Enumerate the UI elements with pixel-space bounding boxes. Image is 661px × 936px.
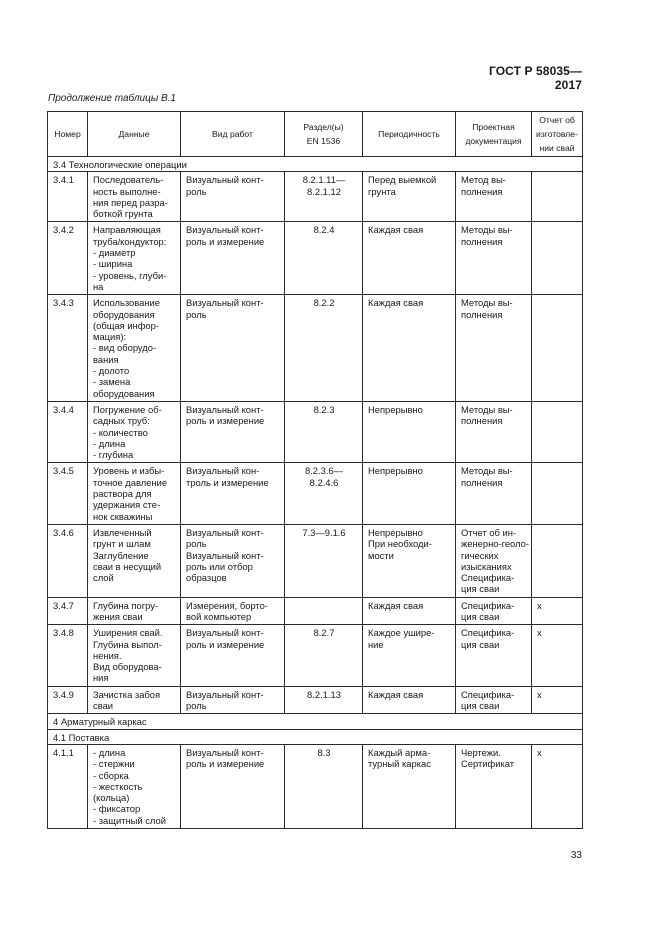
cell-text-line: вой компьютер — [186, 610, 252, 622]
header-text-line: Периодичность — [378, 129, 440, 139]
cell-text-line: 3.4.6 — [53, 526, 74, 538]
cell-text-line: x — [537, 746, 542, 758]
inspection-table — [47, 111, 583, 829]
cell-text-line: Визуальный конт- — [186, 297, 264, 309]
cell-periodicity — [363, 625, 456, 686]
cell-section — [285, 401, 363, 462]
cell-text-line: - жесткость — [93, 780, 143, 792]
cell-number — [48, 401, 88, 462]
cell-text-line: изысканиях — [461, 560, 512, 572]
cell-text-line: - фиксатор — [93, 803, 141, 815]
cell-text-line: Каждая свая — [368, 224, 424, 236]
cell-pile-report — [532, 597, 583, 625]
cell-text-line: мости — [368, 549, 394, 561]
cell-text-line: Непрерывно — [368, 465, 423, 477]
cell-text-line: роль — [186, 700, 207, 712]
cell-text-line: Методы вы- — [461, 297, 513, 309]
cell-work-type — [181, 222, 285, 295]
section-row — [48, 729, 583, 744]
table-header-row — [48, 112, 583, 157]
cell-text-line: садных труб: — [93, 415, 150, 427]
cell-text-line: роль и измерение — [186, 235, 265, 247]
cell-text-line: - диаметр — [93, 247, 136, 259]
cell-pile-report — [532, 686, 583, 714]
cell-text-line: женерно-геоло- — [461, 538, 529, 550]
cell-text-line: 3.4.4 — [53, 403, 74, 415]
cell-text-line: Использование — [93, 297, 160, 309]
cell-text-line: Визуальный конт- — [186, 549, 264, 561]
cell-text-line: Глубина выпол- — [93, 638, 162, 650]
cell-data — [88, 625, 181, 686]
header-text-line: Отчет об — [539, 115, 575, 125]
cell-text-line: Извлеченный — [93, 526, 152, 538]
col-number-header — [48, 112, 88, 157]
cell-text-line: троль и измерение — [186, 476, 269, 488]
cell-text-line: мация): — [93, 331, 127, 343]
header-text-line: нии свай — [539, 143, 575, 153]
cell-text-line: 8.2.7 — [313, 627, 335, 639]
cell-text-line: Перед выемкой — [368, 174, 437, 186]
cell-text-line: сваи — [93, 700, 114, 712]
cell-text-line: грунта — [368, 185, 396, 197]
cell-periodicity — [363, 524, 456, 597]
cell-section — [285, 524, 363, 597]
table-row — [48, 744, 583, 828]
table-row — [48, 625, 583, 686]
cell-text-line: роль — [186, 308, 207, 320]
cell-number — [48, 172, 88, 222]
cell-text-line: - замена — [93, 376, 131, 388]
cell-text-line: Уширения свай. — [93, 627, 163, 639]
cell-text-line: ция сваи — [461, 700, 500, 712]
table-row — [48, 222, 583, 295]
cell-periodicity — [363, 463, 456, 524]
cell-text-line: вания — [93, 353, 119, 365]
cell-text-line: Сертификат — [461, 758, 515, 770]
cell-text-line: Чертежи. — [461, 746, 501, 758]
cell-work-type — [181, 524, 285, 597]
cell-text-line: 8.2.4 — [313, 224, 335, 236]
cell-text-line: 3.4.2 — [53, 224, 74, 236]
header-text-line: изготовле- — [536, 129, 578, 139]
cell-text-line: полнения — [461, 235, 503, 247]
cell-text-line: - длина — [93, 437, 126, 449]
cell-text-line: Специфика- — [461, 627, 515, 639]
cell-pile-report — [532, 295, 583, 402]
cell-text-line: Каждая свая — [368, 599, 424, 611]
cell-data — [88, 172, 181, 222]
cell-periodicity — [363, 222, 456, 295]
cell-text-line: 7.3—9.1.6 — [302, 526, 346, 538]
cell-text-line: x — [537, 627, 542, 639]
cell-text-line: 3.4.7 — [53, 599, 74, 611]
cell-text-line: Каждая свая — [368, 297, 424, 309]
cell-text-line: сваи в несущий — [93, 560, 162, 572]
col-work-type-header — [181, 112, 285, 157]
header-text-line: Данные — [118, 129, 150, 139]
cell-text-line: полнения — [461, 308, 503, 320]
cell-number — [48, 597, 88, 625]
col-design-docs-header — [456, 112, 532, 157]
cell-text-line: ния — [93, 672, 109, 684]
table-row — [48, 597, 583, 625]
cell-text-line: Специфика- — [461, 599, 515, 611]
table-caption: Продолжение таблицы В.1 — [48, 93, 176, 104]
cell-section — [285, 597, 363, 625]
col-pile-report-header — [532, 112, 583, 157]
cell-text-line: Измерения, борто- — [186, 599, 268, 611]
cell-data — [88, 524, 181, 597]
cell-pile-report — [532, 744, 583, 828]
cell-text-line: - защитный слой — [93, 814, 166, 826]
cell-text-line: нок скважины — [93, 510, 153, 522]
cell-periodicity — [363, 597, 456, 625]
cell-text-line: оборудования — [93, 308, 155, 320]
page-number: 33 — [570, 850, 582, 861]
cell-text-line: - длина — [93, 746, 126, 758]
cell-text-line: 8.2.4.6 — [309, 476, 339, 488]
section-row — [48, 714, 583, 729]
cell-data — [88, 597, 181, 625]
cell-text-line: роль или отбор — [186, 560, 253, 572]
cell-work-type — [181, 463, 285, 524]
standard-designation: ГОСТ Р 58035—2017 — [488, 64, 582, 92]
cell-work-type — [181, 744, 285, 828]
cell-design-docs — [456, 524, 532, 597]
section-title: 3.4 Технологические операции — [48, 157, 583, 172]
header-text-line: EN 1536 — [306, 136, 341, 146]
cell-periodicity — [363, 401, 456, 462]
cell-text-line: 8.2.2 — [313, 297, 335, 309]
cell-text-line: 3.4.5 — [53, 465, 74, 477]
section-row — [48, 157, 583, 172]
cell-periodicity — [363, 172, 456, 222]
cell-text-line: (общая инфор- — [93, 319, 159, 331]
section-title: 4 Арматурный каркас — [48, 714, 583, 729]
cell-text-line: 8.2.1.12 — [307, 185, 341, 197]
cell-text-line: нения. — [93, 649, 122, 661]
cell-text-line: Каждый арма- — [368, 746, 431, 758]
cell-text-line: раствора для — [93, 488, 152, 500]
cell-text-line: 8.2.1.11— — [302, 174, 346, 186]
cell-work-type — [181, 625, 285, 686]
cell-text-line: - уровень, глуби- — [93, 269, 167, 281]
cell-design-docs — [456, 295, 532, 402]
table-row — [48, 172, 583, 222]
cell-text-line: ность выполне- — [93, 185, 161, 197]
cell-text-line: Визуальный конт- — [186, 403, 264, 415]
cell-text-line: ция сваи — [461, 638, 500, 650]
cell-text-line: ние — [368, 638, 384, 650]
cell-design-docs — [456, 625, 532, 686]
cell-text-line: 8.3 — [317, 746, 331, 758]
cell-data — [88, 222, 181, 295]
cell-data — [88, 686, 181, 714]
cell-number — [48, 295, 88, 402]
cell-pile-report — [532, 463, 583, 524]
cell-text-line: - количество — [93, 426, 148, 438]
cell-text-line: ния перед разра- — [93, 196, 168, 208]
cell-text-line: Специфика- — [461, 688, 515, 700]
cell-text-line: - ширина — [93, 258, 133, 270]
cell-text-line: грунт и шлам — [93, 538, 151, 550]
cell-pile-report — [532, 524, 583, 597]
cell-text-line: Отчет об ин- — [461, 526, 516, 538]
cell-text-line: Визуальный конт- — [186, 224, 264, 236]
cell-text-line: 8.2.1.13 — [307, 688, 341, 700]
cell-periodicity — [363, 295, 456, 402]
header-text-line: Проектная — [472, 122, 515, 132]
cell-pile-report — [532, 401, 583, 462]
cell-text-line: роль — [186, 538, 207, 550]
cell-text-line: 3.4.9 — [53, 688, 74, 700]
cell-work-type — [181, 172, 285, 222]
cell-text-line: на — [93, 280, 104, 292]
cell-text-line: гических — [461, 549, 499, 561]
cell-text-line: (кольца) — [93, 792, 130, 804]
cell-text-line: Заглубление — [93, 549, 149, 561]
cell-text-line: 3.4.3 — [53, 297, 74, 309]
cell-text-line: x — [537, 599, 542, 611]
cell-design-docs — [456, 172, 532, 222]
cell-text-line: турный каркас — [368, 758, 431, 770]
cell-text-line: При необходи- — [368, 538, 432, 550]
cell-text-line: жения сваи — [93, 610, 143, 622]
cell-text-line: Глубина погру- — [93, 599, 159, 611]
col-periodicity-header — [363, 112, 456, 157]
cell-text-line: ция сваи — [461, 583, 500, 595]
cell-text-line: 3.4.8 — [53, 627, 74, 639]
cell-text-line: Визуальный конт- — [186, 746, 264, 758]
cell-text-line: 8.2.3.6— — [304, 465, 344, 477]
cell-section — [285, 744, 363, 828]
cell-pile-report — [532, 222, 583, 295]
table-row — [48, 686, 583, 714]
cell-design-docs — [456, 686, 532, 714]
cell-text-line: Уровень и избы- — [93, 465, 165, 477]
table-body — [48, 157, 583, 829]
cell-section — [285, 172, 363, 222]
cell-text-line: Визуальный конт- — [186, 688, 264, 700]
cell-pile-report — [532, 172, 583, 222]
cell-text-line: Последователь- — [93, 174, 164, 186]
cell-section — [285, 295, 363, 402]
cell-text-line: - сборка — [93, 769, 129, 781]
cell-text-line: Метод вы- — [461, 174, 506, 186]
header-text-line: Номер — [54, 129, 81, 139]
cell-text-line: Каждое ушире- — [368, 627, 435, 639]
cell-text-line: Зачистка забоя — [93, 688, 161, 700]
cell-work-type — [181, 686, 285, 714]
cell-work-type — [181, 295, 285, 402]
cell-number — [48, 222, 88, 295]
col-section-header — [285, 112, 363, 157]
cell-pile-report — [532, 625, 583, 686]
cell-text-line: Методы вы- — [461, 465, 513, 477]
cell-text-line: труба/кондуктор: — [93, 235, 167, 247]
cell-data — [88, 401, 181, 462]
cell-text-line: Визуальный конт- — [186, 627, 264, 639]
cell-text-line: образцов — [186, 572, 227, 584]
cell-text-line: слой — [93, 572, 114, 584]
cell-text-line: Вид оборудова- — [93, 661, 162, 673]
table-row — [48, 401, 583, 462]
cell-work-type — [181, 597, 285, 625]
table-row — [48, 295, 583, 402]
cell-design-docs — [456, 597, 532, 625]
cell-text-line: полнения — [461, 185, 503, 197]
cell-data — [88, 744, 181, 828]
cell-text-line: роль и измерение — [186, 758, 265, 770]
cell-number — [48, 686, 88, 714]
cell-text-line: - долото — [93, 365, 130, 377]
header-text-line: документация — [465, 136, 522, 146]
cell-design-docs — [456, 222, 532, 295]
cell-data — [88, 295, 181, 402]
cell-text-line: Непрерывно — [368, 526, 423, 538]
cell-text-line: роль и измерение — [186, 638, 265, 650]
cell-text-line: Визуальный конт- — [186, 526, 264, 538]
cell-section — [285, 463, 363, 524]
cell-text-line: Погружение об- — [93, 403, 162, 415]
cell-text-line: - вид оборудо- — [93, 342, 157, 354]
cell-text-line: 4.1.1 — [53, 746, 74, 758]
cell-section — [285, 222, 363, 295]
cell-number — [48, 625, 88, 686]
table-row — [48, 463, 583, 524]
cell-text-line: роль и измерение — [186, 415, 265, 427]
cell-text-line: оборудования — [93, 387, 155, 399]
cell-design-docs — [456, 401, 532, 462]
cell-text-line: Каждая свая — [368, 688, 424, 700]
cell-data — [88, 463, 181, 524]
cell-text-line: полнения — [461, 476, 503, 488]
cell-work-type — [181, 401, 285, 462]
table-row — [48, 524, 583, 597]
cell-section — [285, 625, 363, 686]
cell-text-line: ция сваи — [461, 610, 500, 622]
cell-text-line: Направляющая — [93, 224, 161, 236]
cell-periodicity — [363, 686, 456, 714]
cell-number — [48, 463, 88, 524]
cell-section — [285, 686, 363, 714]
header-text-line: Вид работ — [212, 129, 253, 139]
cell-design-docs — [456, 463, 532, 524]
cell-text-line: Методы вы- — [461, 403, 513, 415]
cell-text-line: удержания сте- — [93, 499, 161, 511]
cell-text-line: - стержни — [93, 758, 135, 770]
cell-text-line: полнения — [461, 415, 503, 427]
cell-number — [48, 524, 88, 597]
cell-number — [48, 744, 88, 828]
cell-text-line: роль — [186, 185, 207, 197]
col-data-header — [88, 112, 181, 157]
cell-text-line: боткой грунта — [93, 208, 153, 220]
cell-text-line: Методы вы- — [461, 224, 513, 236]
cell-text-line: - глубина — [93, 449, 134, 461]
cell-text-line: 8.2.3 — [313, 403, 335, 415]
section-title: 4.1 Поставка — [48, 729, 583, 744]
cell-text-line: x — [537, 688, 542, 700]
cell-text-line: Специфика- — [461, 572, 515, 584]
cell-text-line: Визуальный конт- — [186, 174, 264, 186]
cell-text-line: точное давление — [93, 476, 168, 488]
header-text-line: Раздел(ы) — [303, 122, 344, 132]
cell-design-docs — [456, 744, 532, 828]
cell-periodicity — [363, 744, 456, 828]
cell-text-line: Визуальный кон- — [186, 465, 260, 477]
cell-text-line: 3.4.1 — [53, 174, 74, 186]
cell-text-line: Непрерывно — [368, 403, 423, 415]
